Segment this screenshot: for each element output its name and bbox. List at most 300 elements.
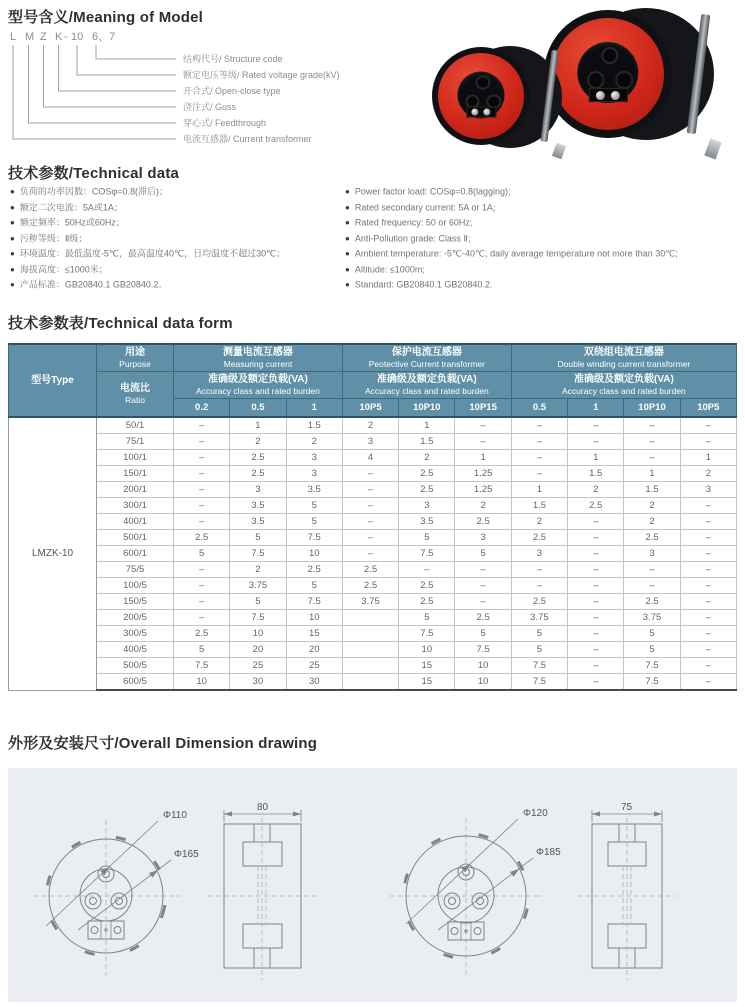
class-column-header: 0.5 (511, 399, 567, 418)
tech-item (345, 231, 743, 247)
value-cell: 3 (230, 482, 286, 498)
value-cell: 2 (286, 434, 342, 450)
value-cell: 7.5 (174, 658, 230, 674)
value-cell: – (680, 434, 736, 450)
ratio-cell: 300/1 (97, 498, 174, 514)
value-cell: 7.5 (511, 674, 567, 691)
bullet-icon: ● (10, 280, 15, 289)
group-cn: 双绕组电流互感器 (583, 347, 664, 358)
value-cell: – (174, 417, 230, 434)
ratio-cell: 50/1 (97, 417, 174, 434)
table-row (9, 658, 737, 674)
accuracy-cn: 准确级及额定负载(VA) (208, 374, 308, 385)
value-cell: – (624, 578, 680, 594)
value-cell: – (511, 466, 567, 482)
value-cell: 2 (680, 466, 736, 482)
value-cell: 2.5 (624, 530, 680, 546)
purpose-en: Purpose (119, 359, 151, 369)
value-cell: 1 (624, 466, 680, 482)
model-label: 电流互感器/ Current transformer (183, 134, 312, 144)
ct-mounting-foot (552, 143, 566, 160)
model-label: 额定电压等级/ Rated voltage grade(kV) (183, 70, 340, 80)
tech-item-text: Altitude: ≤1000m; (354, 264, 425, 274)
group-header (511, 344, 736, 372)
tech-item (10, 215, 342, 231)
dimension-drawing-left (33, 802, 316, 980)
tech-item-text: Standard: GB20840.1 GB20840.2. (354, 279, 493, 290)
model-label: 浇注式/ Guss (183, 102, 237, 112)
value-cell: – (624, 562, 680, 578)
model-code-part: 6、7 (92, 31, 116, 43)
ratio-cell: 500/1 (97, 530, 174, 546)
ratio-cell: 600/1 (97, 546, 174, 562)
ratio-cell: 400/1 (97, 514, 174, 530)
tech-item (345, 262, 743, 278)
value-cell: 5 (286, 498, 342, 514)
ct-eyelet (615, 72, 633, 90)
value-cell: – (511, 450, 567, 466)
value-cell: 1.25 (455, 466, 511, 482)
ratio-header (97, 372, 174, 418)
value-cell: 1 (455, 450, 511, 466)
tech-item (10, 262, 342, 278)
tech-item-text: Rated secondary current: 5A or 1A; (354, 202, 496, 212)
ct-small-image (432, 44, 584, 158)
product-photo (432, 6, 745, 158)
value-cell: 1.5 (568, 466, 624, 482)
value-cell: 2.5 (342, 562, 398, 578)
accuracy-en: Accuracy class and rated burden (561, 386, 686, 396)
class-column-header: 10P5 (680, 399, 736, 418)
value-cell: – (455, 562, 511, 578)
value-cell: – (568, 514, 624, 530)
value-cell: 2.5 (399, 594, 455, 610)
value-cell: – (455, 578, 511, 594)
table-row (9, 674, 737, 691)
model-code-part: M (25, 31, 35, 43)
dimension-panel (8, 768, 737, 1002)
value-cell: – (680, 642, 736, 658)
value-cell: 7.5 (624, 674, 680, 691)
value-cell: – (568, 546, 624, 562)
value-cell: 1 (568, 450, 624, 466)
value-cell: 5 (174, 546, 230, 562)
value-cell: 7.5 (286, 594, 342, 610)
table-row (9, 514, 737, 530)
value-cell (342, 658, 398, 674)
dim-label-width-right: 75 (621, 802, 633, 813)
group-header (174, 344, 343, 372)
value-cell: 1.5 (624, 482, 680, 498)
value-cell: 5 (511, 626, 567, 642)
class-column-header: 0.5 (230, 399, 286, 418)
model-label: 穿心式/ Feedthrough (183, 118, 267, 128)
dim-label-inner-right: Φ120 (523, 808, 548, 819)
table-row (9, 417, 737, 434)
value-cell: 2 (568, 482, 624, 498)
tech-item (10, 200, 342, 216)
ratio-cn: 电流比 (120, 383, 150, 394)
bullet-icon: ● (10, 218, 15, 227)
dimension-drawing-right (390, 802, 676, 980)
model-label: 开合式/ Open-close type (183, 86, 281, 96)
bullet-icon: ● (10, 264, 15, 274)
tech-item-text: 产品标准：GB20840.1 GB20840.2。 (19, 279, 168, 290)
ratio-en: Ratio (125, 395, 145, 405)
ratio-cell: 400/5 (97, 642, 174, 658)
value-cell: 2.5 (511, 530, 567, 546)
value-cell: 20 (230, 642, 286, 658)
model-code-part: L (10, 31, 17, 43)
value-cell: 3.75 (624, 610, 680, 626)
value-cell: 2.5 (286, 562, 342, 578)
section-title-table: 技术参数表/Technical data form (8, 315, 233, 332)
section-title-technical: 技术参数/Technical data (8, 165, 180, 182)
value-cell: 3.75 (342, 594, 398, 610)
value-cell: 15 (286, 626, 342, 642)
table-header (9, 344, 737, 417)
value-cell: – (342, 466, 398, 482)
value-cell: – (680, 546, 736, 562)
bullet-icon: ● (345, 218, 350, 227)
ct-terminal-screw (483, 108, 490, 115)
value-cell: 15 (399, 674, 455, 691)
value-cell: – (680, 578, 736, 594)
value-cell: 3 (399, 498, 455, 514)
value-cell: 1 (680, 450, 736, 466)
value-cell: 2.5 (624, 594, 680, 610)
value-cell (342, 642, 398, 658)
value-cell: – (455, 594, 511, 610)
value-cell: 2.5 (568, 498, 624, 514)
value-cell: 3.5 (230, 514, 286, 530)
value-cell: 10 (455, 674, 511, 691)
class-column-header: 1 (286, 399, 342, 418)
tech-item (10, 246, 342, 262)
dim-label-width-left: 80 (257, 802, 269, 813)
value-cell: 5 (286, 514, 342, 530)
value-cell: 2 (624, 514, 680, 530)
group-en: Measuring current (223, 359, 293, 369)
model-connector-line (77, 45, 176, 75)
value-cell: – (342, 514, 398, 530)
value-cell: – (568, 578, 624, 594)
value-cell: 3 (286, 466, 342, 482)
value-cell: 2.5 (230, 450, 286, 466)
table-row (9, 530, 737, 546)
value-cell: 2 (511, 514, 567, 530)
ratio-cell: 75/5 (97, 562, 174, 578)
purpose-cn: 用途 (125, 347, 145, 358)
value-cell: – (680, 658, 736, 674)
value-cell (342, 610, 398, 626)
tech-item-text: Rated frequency: 50 or 60Hz; (354, 217, 473, 228)
accuracy-en: Accuracy class and rated burden (196, 386, 320, 396)
value-cell: 5 (455, 546, 511, 562)
model-label: 结构代号/ Structure code (183, 54, 283, 64)
bullet-icon: ● (10, 202, 15, 212)
value-cell: 7.5 (399, 546, 455, 562)
table-row (9, 610, 737, 626)
value-cell: – (455, 434, 511, 450)
value-cell: – (342, 530, 398, 546)
value-cell: – (174, 578, 230, 594)
tech-item (345, 246, 743, 262)
value-cell: – (399, 562, 455, 578)
ratio-cell: 150/1 (97, 466, 174, 482)
class-column-header: 10P10 (399, 399, 455, 418)
bullet-icon: ● (345, 264, 350, 274)
value-cell: 2.5 (174, 626, 230, 642)
technical-list-en (345, 184, 743, 293)
value-cell: 25 (286, 658, 342, 674)
value-cell: 5 (230, 530, 286, 546)
ratio-cell: 100/5 (97, 578, 174, 594)
ratio-cell: 75/1 (97, 434, 174, 450)
value-cell: – (342, 498, 398, 514)
value-cell: 5 (624, 626, 680, 642)
value-cell: – (568, 642, 624, 658)
value-cell: 3 (511, 546, 567, 562)
value-cell: 1.5 (399, 434, 455, 450)
value-cell: 1.5 (511, 498, 567, 514)
value-cell: – (680, 610, 736, 626)
value-cell: 7.5 (286, 530, 342, 546)
value-cell: – (174, 562, 230, 578)
bullet-icon: ● (345, 280, 350, 289)
value-cell: – (680, 626, 736, 642)
value-cell: 3 (455, 530, 511, 546)
value-cell: 1 (399, 417, 455, 434)
value-cell: 7.5 (624, 658, 680, 674)
value-cell: – (342, 546, 398, 562)
value-cell: 3 (624, 546, 680, 562)
value-cell: 25 (230, 658, 286, 674)
value-cell: 2.5 (511, 594, 567, 610)
value-cell: 10 (174, 674, 230, 691)
value-cell: – (680, 498, 736, 514)
value-cell: 10 (286, 546, 342, 562)
ratio-cell: 150/5 (97, 594, 174, 610)
value-cell: 7.5 (511, 658, 567, 674)
table-row (9, 626, 737, 642)
ct-eyelet (476, 75, 490, 89)
table-body (9, 417, 737, 690)
value-cell: 3 (680, 482, 736, 498)
value-cell: 7.5 (230, 546, 286, 562)
value-cell: – (511, 578, 567, 594)
value-cell: – (174, 434, 230, 450)
technical-data-table (8, 343, 737, 691)
value-cell: 15 (399, 658, 455, 674)
value-cell: 1 (230, 417, 286, 434)
value-cell: – (568, 626, 624, 642)
value-cell: – (455, 417, 511, 434)
model-code-part: K (55, 31, 63, 43)
value-cell: 10 (455, 658, 511, 674)
value-cell: – (680, 530, 736, 546)
value-cell: 3.5 (399, 514, 455, 530)
group-header (342, 344, 511, 372)
value-cell: 5 (399, 610, 455, 626)
value-cell: – (174, 498, 230, 514)
value-cell: 2.5 (399, 482, 455, 498)
value-cell: – (680, 514, 736, 530)
tech-item (10, 277, 342, 293)
value-cell: 3.5 (230, 498, 286, 514)
accuracy-en: Accuracy class and rated burden (364, 386, 489, 396)
model-code-part: 10 (71, 31, 84, 43)
tech-item-text: 环境温度：最低温度-5℃，最高温度40℃，日均温度不超过30℃； (19, 248, 286, 259)
value-cell: 5 (511, 642, 567, 658)
value-cell: – (680, 562, 736, 578)
ratio-cell: 600/5 (97, 674, 174, 691)
value-cell: 3 (286, 450, 342, 466)
value-cell: 5 (624, 642, 680, 658)
value-cell: 3 (342, 434, 398, 450)
value-cell: – (511, 434, 567, 450)
value-cell: 30 (286, 674, 342, 691)
value-cell: 2.5 (399, 578, 455, 594)
table-row (9, 450, 737, 466)
value-cell: – (342, 482, 398, 498)
class-column-header: 10P5 (342, 399, 398, 418)
tech-item-text: 负荷的功率因数：COSφ=0.8(滞后)； (19, 186, 168, 197)
tech-item (10, 184, 342, 200)
value-cell: 2 (455, 498, 511, 514)
tech-item-text: Anti-Pollution grade: Class Ⅱ; (354, 233, 471, 243)
table-row (9, 498, 737, 514)
dim-label-inner-left: Φ110 (163, 810, 187, 821)
tech-item (10, 231, 342, 247)
value-cell: – (174, 466, 230, 482)
value-cell: – (174, 514, 230, 530)
tech-item-text: Power factor load: COSφ=0.8(lagging); (354, 186, 511, 197)
model-code-part: Z (40, 31, 47, 43)
value-cell: 10 (399, 642, 455, 658)
value-cell: – (680, 417, 736, 434)
ct-eyelet (587, 72, 605, 90)
value-cell: 5 (455, 626, 511, 642)
value-cell: – (568, 674, 624, 691)
value-cell: – (174, 610, 230, 626)
value-cell: – (680, 594, 736, 610)
value-cell: – (511, 562, 567, 578)
value-cell: 7.5 (230, 610, 286, 626)
dimension-drawings (8, 768, 737, 1002)
table-row (9, 482, 737, 498)
value-cell: 3.75 (511, 610, 567, 626)
value-cell: – (568, 594, 624, 610)
value-cell: 7.5 (399, 626, 455, 642)
accuracy-header (511, 372, 736, 399)
value-cell: 2 (230, 562, 286, 578)
value-cell: 3.75 (230, 578, 286, 594)
value-cell: 2.5 (455, 610, 511, 626)
ratio-cell: 200/1 (97, 482, 174, 498)
value-cell: – (568, 530, 624, 546)
value-cell: – (174, 450, 230, 466)
ct-mounting-foot (704, 138, 721, 159)
model-code-part: - (64, 31, 68, 43)
table-row (9, 578, 737, 594)
tech-item-text: 额定频率：50Hz或60Hz； (19, 217, 125, 228)
value-cell: – (568, 434, 624, 450)
value-cell: – (680, 674, 736, 691)
tech-item-text: 污秽等级：Ⅱ级； (19, 233, 88, 243)
tech-item (345, 215, 743, 231)
value-cell: – (568, 417, 624, 434)
value-cell: 2 (399, 450, 455, 466)
tech-item (345, 200, 743, 216)
value-cell: 2 (230, 434, 286, 450)
table-row (9, 562, 737, 578)
value-cell: 5 (174, 642, 230, 658)
tech-item-text: 海拔高度：≤1000米； (19, 264, 108, 274)
section-title-dimensions: 外形及安装尺寸/Overall Dimension drawing (8, 735, 318, 752)
dim-label-outer-left: Φ165 (174, 849, 199, 860)
value-cell: – (511, 417, 567, 434)
group-cn: 保护电流互感器 (391, 347, 462, 358)
bullet-icon: ● (10, 187, 15, 196)
value-cell: 1.5 (286, 417, 342, 434)
value-cell (342, 674, 398, 691)
ct-terminal-block (466, 106, 496, 117)
ratio-cell: 300/5 (97, 626, 174, 642)
purpose-header (97, 344, 174, 372)
ct-eyelet (601, 47, 619, 65)
tech-item (345, 184, 743, 200)
tech-item (345, 277, 743, 293)
table-row (9, 434, 737, 450)
value-cell: 3.5 (286, 482, 342, 498)
value-cell: 5 (286, 578, 342, 594)
value-cell: 4 (342, 450, 398, 466)
model-connector-line (29, 45, 177, 123)
class-column-header: 0.2 (174, 399, 230, 418)
value-cell: 5 (399, 530, 455, 546)
value-cell: 10 (286, 610, 342, 626)
value-cell: 2.5 (230, 466, 286, 482)
model-connector-line (44, 45, 177, 107)
value-cell: 30 (230, 674, 286, 691)
model-connector-line (59, 45, 177, 91)
ratio-cell: 500/5 (97, 658, 174, 674)
value-cell: – (624, 450, 680, 466)
accuracy-cn: 准确级及额定负载(VA) (376, 374, 477, 385)
value-cell: 5 (230, 594, 286, 610)
value-cell: 1 (511, 482, 567, 498)
value-cell: – (568, 658, 624, 674)
group-en: Double winding current transformer (557, 359, 691, 369)
bullet-icon: ● (345, 233, 350, 243)
value-cell: – (568, 562, 624, 578)
tech-item-text: 额定二次电流：5A或1A； (19, 202, 123, 212)
ct-face (432, 47, 530, 145)
ct-terminal-screw (472, 108, 479, 115)
ratio-cell: 100/1 (97, 450, 174, 466)
value-cell: 2.5 (399, 466, 455, 482)
value-cell: 7.5 (455, 642, 511, 658)
value-cell: – (174, 482, 230, 498)
ct-center-hole (457, 72, 504, 119)
group-en: Peotective Current transformer (368, 359, 485, 369)
class-column-header: 1 (568, 399, 624, 418)
accuracy-header (174, 372, 343, 399)
model-connector-line (96, 45, 176, 59)
value-cell: – (568, 610, 624, 626)
class-column-header: 10P15 (455, 399, 511, 418)
